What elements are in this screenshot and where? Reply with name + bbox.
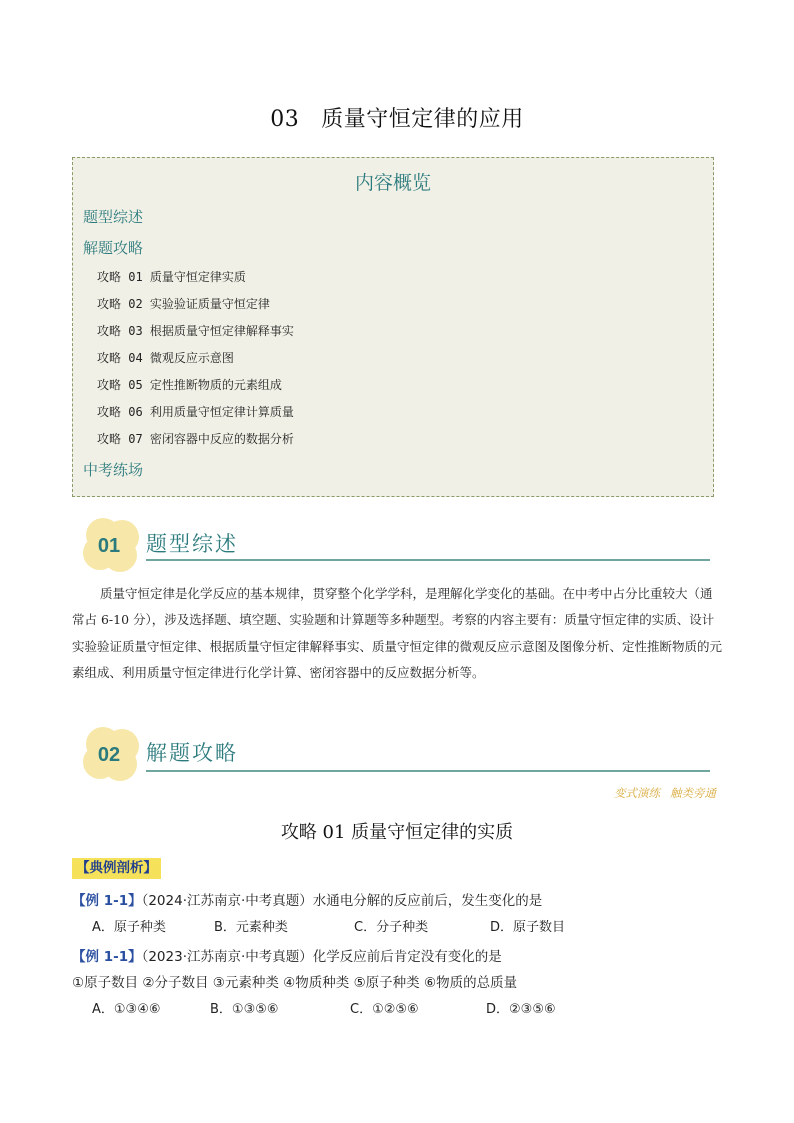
overview-title: 内容概览 bbox=[354, 172, 431, 194]
section-badge-number: 01 bbox=[97, 535, 121, 557]
question-source: （2023·江苏南京·中考真题） bbox=[141, 949, 313, 965]
overview-item[interactable]: 攻略 01 质量守恒定律实质 bbox=[97, 270, 246, 284]
tagline-part: 变式演练 bbox=[614, 786, 660, 800]
question-text: 水通电分解的反应前后，发生变化的是 bbox=[312, 893, 543, 909]
tagline-part: 触类旁通 bbox=[670, 786, 716, 800]
overview-item[interactable]: 攻略 05 定性推断物质的元素组成 bbox=[97, 378, 282, 392]
document-title bbox=[0, 102, 794, 133]
content-overview-box bbox=[72, 157, 714, 497]
option-b[interactable]: B．①③⑤⑥ bbox=[210, 1002, 279, 1017]
question-1-options bbox=[92, 916, 565, 935]
document-number: 03 bbox=[270, 107, 300, 132]
section-divider bbox=[146, 770, 710, 772]
section-heading: 题型综述 bbox=[146, 532, 238, 556]
overview-item[interactable]: 攻略 04 微观反应示意图 bbox=[97, 351, 234, 365]
overview-link-section3[interactable]: 中考练场 bbox=[83, 461, 144, 479]
question-2-items: ①原子数目 ②分子数目 ③元素种类 ④物质种类 ⑤原子种类 ⑥物质的总质量 bbox=[72, 975, 518, 991]
overview-item[interactable]: 攻略 07 密闭容器中反应的数据分析 bbox=[97, 432, 294, 446]
option-a[interactable]: A．①③④⑥ bbox=[92, 1002, 161, 1017]
document-title-text: 质量守恒定律的应用 bbox=[321, 107, 524, 132]
option-d[interactable]: D．原子数目 bbox=[490, 920, 566, 935]
overview-item[interactable]: 攻略 03 根据质量守恒定律解释事实 bbox=[97, 324, 294, 338]
question-2-options bbox=[92, 998, 556, 1017]
option-c[interactable]: C．分子种类 bbox=[354, 920, 429, 935]
section-badge-flower-icon bbox=[78, 724, 148, 784]
section-badge-flower-icon bbox=[78, 515, 148, 575]
question-text: 化学反应前后肯定没有变化的是 bbox=[312, 949, 502, 965]
section-divider bbox=[146, 559, 710, 561]
strategy-title: 攻略 01 质量守恒定律的实质 bbox=[280, 822, 514, 843]
overview-link-section1[interactable]: 题型综述 bbox=[83, 208, 144, 226]
option-a[interactable]: A．原子种类 bbox=[92, 920, 166, 935]
section-badge-number: 02 bbox=[97, 744, 121, 766]
question-1 bbox=[72, 889, 542, 909]
overview-paragraph: 质量守恒定律是化学反应的基本规律，贯穿整个化学学科，是理解化学变化的基础。在中考中占分比重较大（通常占 6-10 分），涉及选择题、填空题、实验题和计算题等多种题型。考察的内容主要有：质量守恒定律的实质、设计实验验证质量守恒定律、根据质量守恒定律解释事实、质量守恒定律的微观反应示意图及图像分析、定性推断物质的元素组成、利用质量守恒定律进行化学计算、密闭容器中的反应数据分析等。 bbox=[72, 586, 723, 680]
option-c[interactable]: C．①②⑤⑥ bbox=[350, 1002, 419, 1017]
question-tag: 【例 1-1】 bbox=[72, 949, 142, 965]
section-heading: 解题攻略 bbox=[146, 741, 238, 765]
option-d[interactable]: D．②③⑤⑥ bbox=[486, 1002, 556, 1017]
question-tag: 【例 1-1】 bbox=[72, 893, 142, 909]
overview-item[interactable]: 攻略 06 利用质量守恒定律计算质量 bbox=[97, 405, 294, 419]
option-b[interactable]: B．元素种类 bbox=[214, 920, 288, 935]
example-analysis-tag: 【典例剖析】 bbox=[72, 858, 161, 879]
section-tagline bbox=[614, 785, 716, 801]
overview-item[interactable]: 攻略 02 实验验证质量守恒定律 bbox=[97, 297, 270, 311]
overview-link-section2[interactable]: 解题攻略 bbox=[83, 239, 144, 257]
question-2 bbox=[72, 945, 502, 965]
question-source: （2024·江苏南京·中考真题） bbox=[141, 893, 313, 909]
